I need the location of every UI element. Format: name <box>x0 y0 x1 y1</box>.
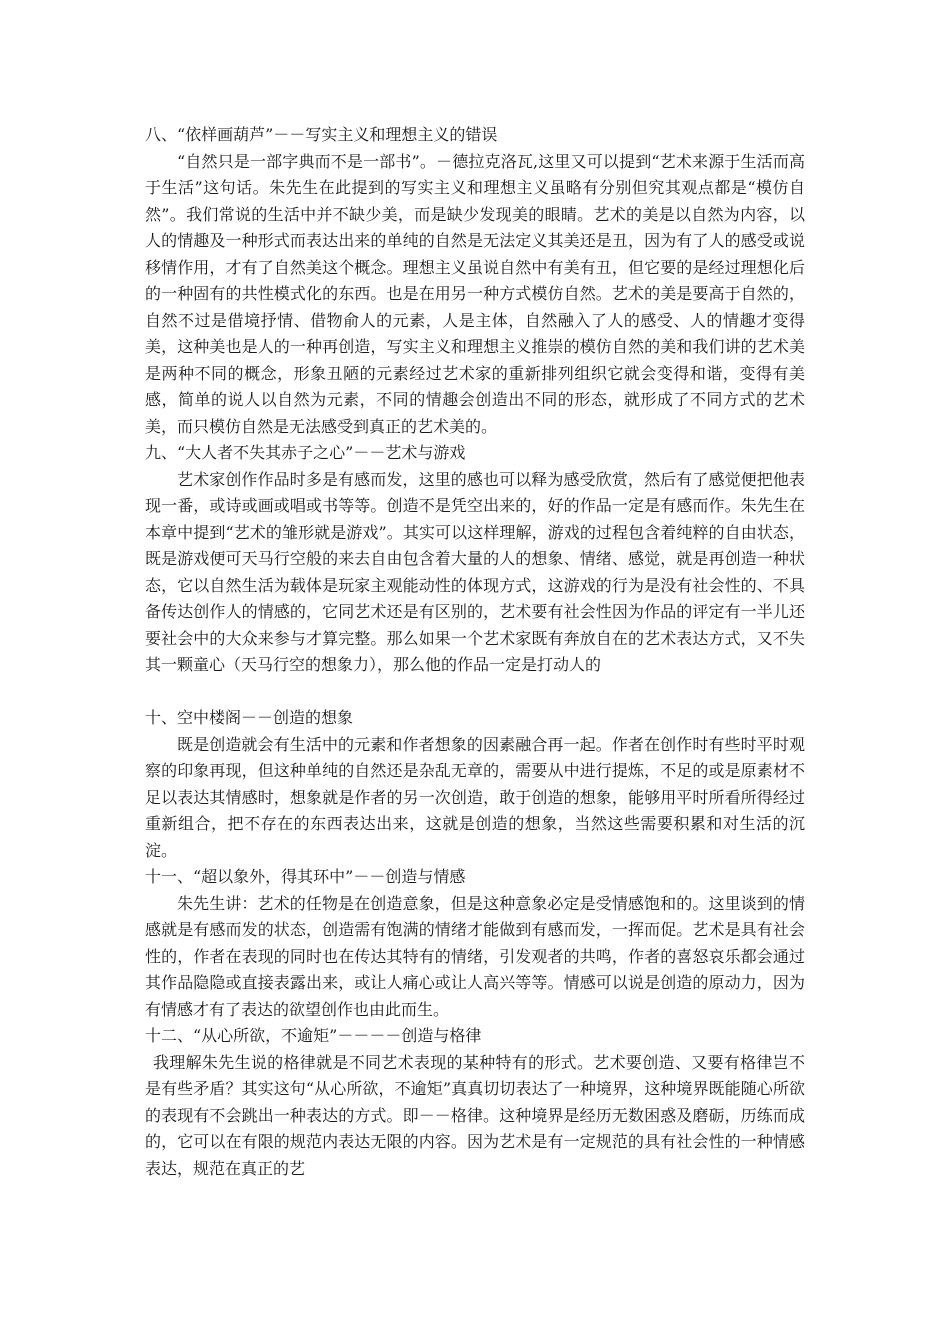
section-body-11: 朱先生讲：艺术的任物是在创造意象，但是这种意象必定是受情感饱和的。这里谈到的情感就是有感而发的状态，创造需有饱满的情绪才能做到有感而发，一挥而促。艺术是具有社会性的，作者在表现的同时也在传达其特有的情绪，引发观者的共鸣，作者的喜怒哀乐都会通过其作品隐隐或直接表露出来，或让人痛心或让人高兴等等。情感可以说是创造的原动力，因为有情感才有了表达的欲望创作也由此而生。 <box>145 893 805 1019</box>
document-page <box>145 122 805 1182</box>
section-heading-10: 十、空中楼阁－－创造的想象 <box>145 708 354 727</box>
section-heading-11: 十一、“超以象外，得其环中”－－创造与情感 <box>145 867 466 886</box>
section-body-10: 既是创造就会有生活中的元素和作者想象的因素融合再一起。作者在创作时有些时平时观察的印象再现，但这种单纯的自然还是杂乱无章的，需要从中进行提炼，不足的或是原素材不足以表达其情感时，想象就是作者的另一次创造，敢于创造的想象，能够用平时所看所得经过重新组合，把不存在的东西表达出来，这就是创造的想象，当然这些需要积累和对生活的沉淀。 <box>145 734 805 860</box>
section-heading-8: 八、“依样画葫芦”－－写实主义和理想主义的错误 <box>145 125 498 144</box>
section-heading-9: 九、“大人者不失其赤子之心”－－艺术与游戏 <box>145 443 466 462</box>
section-body-9: 艺术家创作作品时多是有感而发，这里的感也可以释为感受欣赏，然后有了感觉便把他表现一番，或诗或画或唱或书等等。创造不是凭空出来的，好的作品一定是有感而作。朱先生在本章中提到“艺术的雏形就是游戏”。其实可以这样理解，游戏的过程包含着纯粹的自由状态，既是游戏便可天马行空般的来去自由包含着大量的人的想象、情绪、感觉，就是再创造一种状态，它以自然生活为载体是玩家主观能动性的体现方式，这游戏的行为是没有社会性的、不具备传达创作人的情感的，它同艺术还是有区别的，艺术要有社会性因为作品的评定有一半儿还要社会中的大众来参与才算完整。那么如果一个艺术家既有奔放自在的艺术表达方式，又不失其一颗童心（天马行空的想象力），那么他的作品一定是打动人的 <box>145 469 805 674</box>
blank-line <box>145 679 805 706</box>
section-body-12: 我理解朱先生说的格律就是不同艺术表现的某种特有的形式。艺术要创造、又要有格律岂不是有些矛盾？其实这句“从心所欲，不逾矩”真真切切表达了一种境界，这种境界既能随心所欲的表现有不会跳出一种表达的方式。即－－格律。这种境界是经历无数困惑及磨砺，历练而成的，它可以在有限的规范内表达无限的内容。因为艺术是有一定规范的具有社会性的一种情感表达，规范在真正的艺 <box>145 1052 805 1178</box>
section-body-8: “自然只是一部字典而不是一部书”。－德拉克洛瓦,这里又可以提到“艺术来源于生活而高于生活”这句话。朱先生在此提到的写实主义和理想主义虽略有分别但究其观点都是“模仿自然”。我们常说的生活中并不缺少美，而是缺少发现美的眼睛。艺术的美是以自然为内容，以人的情趣及一种形式而表达出来的单纯的自然是无法定义其美还是丑，因为有了人的感受或说移情作用，才有了自然美这个概念。理想主义虽说自然中有美有丑，但它要的是经过理想化后的一种固有的共性模式化的东西。也是在用另一种方式模仿自然。艺术的美是要高于自然的，自然不过是借境抒情、借物俞人的元素，人是主体，自然融入了人的感受、人的情趣才变得美，这种美也是人的一种再创造，写实主义和理想主义推崇的模仿自然的美和我们讲的艺术美是两种不同的概念，形象丑陋的元素经过艺术家的重新排列组织它就会变得和谐，变得有美感，简单的说人以自然为元素，不同的情趣会创造出不同的形态，就形成了不同方式的艺术美，而只模仿自然是无法感受到真正的艺术美的。 <box>145 151 805 436</box>
section-heading-12: 十二、“从心所欲，不逾矩”－－－－创造与格律 <box>145 1026 482 1045</box>
